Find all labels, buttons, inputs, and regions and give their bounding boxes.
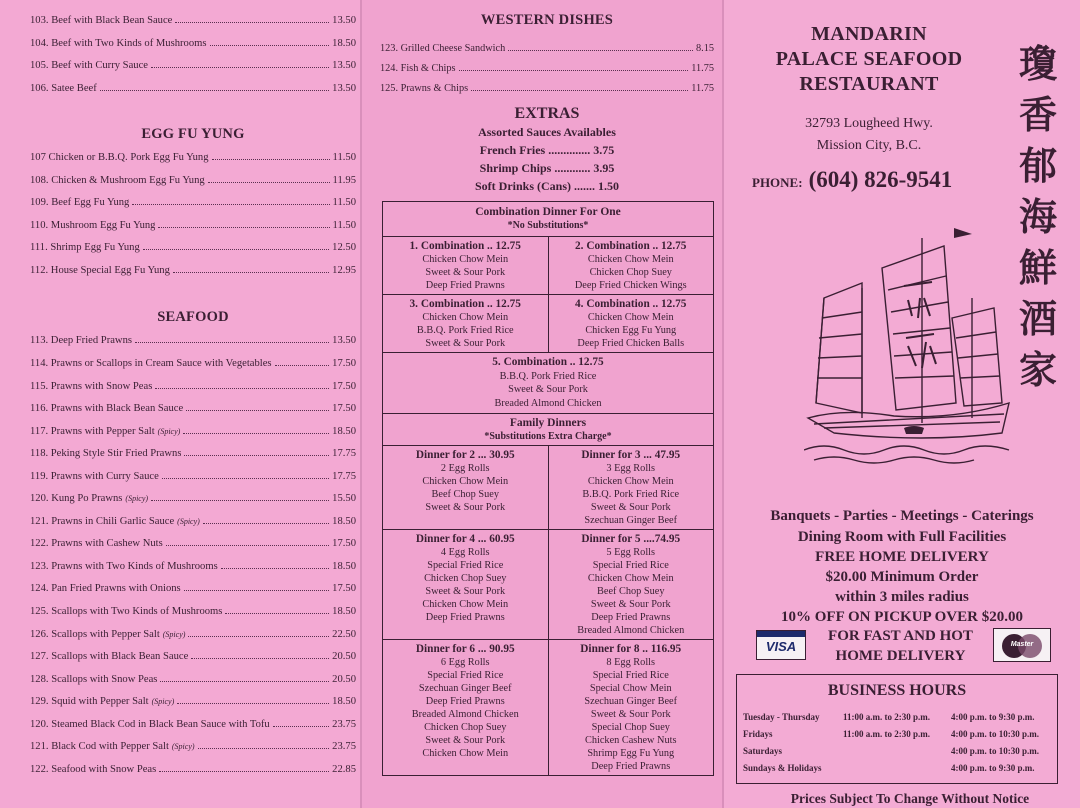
menu-item-price: 17.75 <box>332 470 356 482</box>
egg-fu-yung-heading: EGG FU YUNG <box>141 126 245 143</box>
combo-dish: Chicken Chow Mein <box>587 573 674 584</box>
delivery-line: HOME DELIVERY <box>835 648 966 664</box>
family-header-title: Family Dinners <box>509 417 587 429</box>
menu-item-name: 108. Chicken & Mushroom Egg Fu Yung <box>30 174 205 186</box>
menu-item <box>30 147 356 170</box>
seafood-heading: SEAFOOD <box>157 309 229 326</box>
hours-a: 11:00 a.m. to 2:30 p.m. <box>843 729 930 739</box>
menu-item <box>30 443 356 466</box>
combo-dish: Sweet & Sour Pork <box>425 267 506 278</box>
spicy-label: (Spicy) <box>125 494 149 504</box>
promo-line: $20.00 Minimum Order <box>825 569 979 585</box>
combo-dish: Deep Fried Prawns <box>425 280 505 291</box>
phone-label: PHONE: <box>752 175 803 190</box>
hours-day: Sundays & Holidays <box>743 763 822 773</box>
combo-title: Dinner for 3 ... 47.95 <box>581 449 681 461</box>
menu-item-name: 109. Beef Egg Fu Yung <box>30 197 130 209</box>
hours-b: 4:00 p.m. to 9:30 p.m. <box>951 712 1035 722</box>
menu-item-name: 125. Prawns & Chips <box>380 83 469 94</box>
menu-item-name: 111. Shrimp Egg Fu Yung <box>30 242 140 254</box>
menu-item-price: 17.50 <box>332 358 356 370</box>
menu-item-price: 17.50 <box>332 583 356 595</box>
promo-line: 10% OFF ON PICKUP OVER $20.00 <box>781 609 1023 625</box>
menu-item-name: 113. Deep Fried Prawns <box>30 335 132 347</box>
promo-line: within 3 miles radius <box>835 589 969 605</box>
business-hours-heading: BUSINESS HOURS <box>827 682 967 699</box>
menu-item-name: 127. Scallops with Black Bean Sauce <box>30 651 189 663</box>
combo-dish: 4 Egg Rolls <box>440 547 490 558</box>
hours-b: 4:00 p.m. to 9:30 p.m. <box>951 763 1035 773</box>
menu-item-price: 17.75 <box>332 448 356 460</box>
spicy-label: (Spicy) <box>171 742 195 752</box>
combo-cell <box>383 353 713 413</box>
menu-item <box>30 330 356 353</box>
business-hours-box <box>736 674 1058 784</box>
hours-a <box>843 760 951 777</box>
menu-item: 106. Satee Beef 13.50 <box>30 82 356 94</box>
combo-dish: Deep Fried Chicken Balls <box>577 338 685 349</box>
mastercard-icon: Master <box>993 628 1051 662</box>
combo-dish: Chicken Chow Mein <box>587 476 674 487</box>
restaurant-name-line: RESTAURANT <box>799 73 939 95</box>
combo-row <box>383 353 713 414</box>
menu-item-price: 18.50 <box>332 425 356 437</box>
combo-dish: Szechuan Ginger Beef <box>584 515 678 526</box>
combo-dish: Chicken Chow Mein <box>422 254 509 265</box>
combination-header-note: *No Substitutions* <box>507 220 589 231</box>
menu-item-name: 122. Prawns with Cashew Nuts <box>30 538 163 550</box>
menu-item-price: 13.50 <box>332 335 356 347</box>
family-row <box>383 640 713 775</box>
menu-item-name: 128. Scallops with Snow Peas <box>30 673 158 685</box>
spicy-label: (Spicy) <box>157 426 181 436</box>
menu-item-name: 120. Kung Po Prawns <box>30 493 123 505</box>
menu-item <box>30 215 356 238</box>
visa-card-icon: VISA <box>756 630 806 660</box>
combo-dish: Chicken Chow Mein <box>587 254 674 265</box>
chinese-character: 瓊 <box>1018 41 1057 86</box>
combo-dish: Szechuan Ginger Beef <box>418 683 512 694</box>
combo-dish: Deep Fried Prawns <box>591 761 671 772</box>
menu-item-name: 123. Grilled Cheese Sandwich <box>380 43 506 54</box>
combo-cell <box>548 237 714 294</box>
family-cell <box>383 640 548 775</box>
menu-item-price: 20.50 <box>332 673 356 685</box>
chinese-character: 鮮 <box>1018 245 1057 290</box>
menu-item-price: 12.50 <box>332 242 356 254</box>
combo-dish: Chicken Chop Suey <box>589 267 672 278</box>
restaurant-name-line: PALACE SEAFOOD <box>775 48 963 70</box>
combo-dish: Chicken Chop Suey <box>424 722 507 733</box>
address-line: 32793 Lougheed Hwy. <box>805 116 933 131</box>
combo-dish: Special Fried Rice <box>427 670 504 681</box>
menu-item <box>30 691 356 714</box>
menu-item-price: 11.50 <box>332 197 356 209</box>
menu-item <box>30 736 356 759</box>
combo-title: 2. Combination .. 12.75 <box>575 240 687 252</box>
spicy-label: (Spicy) <box>177 516 200 526</box>
combo-dish: Chicken Chow Mein <box>422 476 509 487</box>
restaurant-name <box>744 22 994 97</box>
family-cell <box>548 530 714 639</box>
combo-dish: B.B.Q. Pork Fried Rice <box>582 489 680 500</box>
hours-a <box>843 743 951 760</box>
menu-item-name: 124. Pan Fried Prawns with Onions <box>30 583 181 595</box>
combo-dish: 2 Egg Rolls <box>440 463 490 474</box>
combo-dish: Chicken Chop Suey <box>424 573 507 584</box>
combo-dish: Deep Fried Prawns <box>425 612 505 623</box>
menu-item-name: 114. Prawns or Scallops in Cream Sauce with Vegetables <box>30 358 272 370</box>
hours-b: 4:00 p.m. to 10:30 p.m. <box>951 746 1039 756</box>
menu-item-name: 121. Black Cod with Pepper Salt <box>30 741 169 753</box>
menu-item-price: 8.15 <box>695 43 714 54</box>
menu-item <box>30 669 356 692</box>
menu-item: 105. Beef with Curry Sauce 13.50 <box>30 60 356 72</box>
combination-header-title: Combination Dinner For One <box>475 206 621 218</box>
phone-number: (604) 826-9541 <box>808 167 953 192</box>
extras-line: Soft Drinks (Cans) ....... 1.50 <box>474 179 619 193</box>
combo-dish: Chicken Chow Mein <box>422 748 509 759</box>
menu-item <box>30 237 356 260</box>
family-cell <box>548 446 714 529</box>
menu-item-name: 120. Steamed Black Cod in Black Bean Sauce with Tofu <box>30 718 270 730</box>
menu-item <box>30 646 356 669</box>
spicy-label: (Spicy) <box>162 629 186 639</box>
combo-dish: Deep Fried Chicken Wings <box>574 280 687 291</box>
extras-line: Shrimp Chips ............ 3.95 <box>479 161 615 175</box>
menu-item <box>380 79 714 99</box>
menu-item-price: 15.50 <box>332 493 356 505</box>
spicy-label: (Spicy) <box>151 697 175 707</box>
chinese-name <box>1012 38 1064 395</box>
combo-title: Dinner for 6 ... 90.95 <box>415 643 515 655</box>
family-row <box>383 530 713 640</box>
combo-title: Dinner for 5 ....74.95 <box>581 533 681 545</box>
combo-dish: 3 Egg Rolls <box>606 463 656 474</box>
menu-item <box>30 511 356 534</box>
hours-row <box>743 760 1051 777</box>
promo-line: Dining Room with Full Facilities <box>797 529 1007 545</box>
menu-item-price: 20.50 <box>332 651 356 663</box>
family-cell <box>383 530 548 639</box>
chinese-character: 海 <box>1018 194 1057 239</box>
combo-cell <box>383 237 548 294</box>
combo-dish: Sweet & Sour Pork <box>590 709 671 720</box>
hours-row <box>743 709 1051 726</box>
combo-dish: B.B.Q. Pork Fried Rice <box>499 370 597 382</box>
combo-dish: Chicken Cashew Nuts <box>584 735 677 746</box>
hours-a: 11:00 a.m. to 2:30 p.m. <box>843 712 930 722</box>
menu-item-name: 129. Squid with Pepper Salt <box>30 696 149 708</box>
family-header-note: *Substitutions Extra Charge* <box>484 431 612 442</box>
delivery-line: FOR FAST AND HOT <box>828 628 973 644</box>
menu-item-name: 117. Prawns with Pepper Salt <box>30 425 155 437</box>
western-dishes-heading: WESTERN DISHES <box>480 12 614 28</box>
menu-item-price: 22.50 <box>332 628 356 640</box>
menu-item <box>30 488 356 511</box>
family-header <box>383 414 713 446</box>
hours-b: 4:00 p.m. to 10:30 p.m. <box>951 729 1039 739</box>
combo-dish: Deep Fried Prawns <box>591 612 671 623</box>
western-dishes-list <box>380 39 714 99</box>
menu-item-name: 119. Prawns with Curry Sauce <box>30 470 159 482</box>
menu-item-price: 17.50 <box>332 538 356 550</box>
combo-dish: Special Fried Rice <box>592 560 669 571</box>
menu-item-price: 18.50 <box>332 515 356 527</box>
hours-row <box>743 743 1051 760</box>
combo-dish: Deep Fried Prawns <box>425 696 505 707</box>
chinese-character: 香 <box>1018 92 1057 137</box>
chinese-character: 酒 <box>1018 296 1057 341</box>
combo-dish: Sweet & Sour Pork <box>508 384 588 395</box>
menu-item-price: 18.50 <box>332 560 356 572</box>
menu-panel-cover <box>724 0 1080 808</box>
combo-dish: Chicken Chow Mein <box>587 312 674 323</box>
family-cell <box>548 640 714 775</box>
menu-item <box>30 170 356 193</box>
delivery-banner <box>756 626 1052 668</box>
combo-dish: Breaded Almond Chicken <box>494 397 602 409</box>
restaurant-name-line: MANDARIN <box>811 23 927 45</box>
menu-item-price: 22.85 <box>332 763 356 775</box>
combo-title: 3. Combination .. 12.75 <box>409 298 521 310</box>
menu-item <box>30 260 356 283</box>
combo-dish: Sweet & Sour Pork <box>425 586 506 597</box>
hours-day: Fridays <box>743 729 773 739</box>
menu-item-price: 11.50 <box>332 219 356 231</box>
combo-dish: Chicken Chow Mein <box>422 599 509 610</box>
phone <box>752 167 1032 193</box>
menu-item-name: 121. Prawns in Chili Garlic Sauce <box>30 515 175 527</box>
promo-line: Banquets - Parties - Meetings - Caterings <box>770 508 1034 524</box>
menu-item <box>30 601 356 624</box>
combo-dish: 8 Egg Rolls <box>606 657 656 668</box>
extras-line: French Fries .............. 3.75 <box>479 143 615 157</box>
combo-cell <box>383 295 548 352</box>
combo-title: 1. Combination .. 12.75 <box>409 240 521 252</box>
menu-item-price: 23.75 <box>332 741 356 753</box>
hours-day: Tuesday - Thursday <box>743 712 820 722</box>
menu-item-price: 11.75 <box>691 63 714 74</box>
menu-item-price: 11.95 <box>332 174 356 186</box>
address-line: Mission City, B.C. <box>816 138 922 153</box>
menu-item-name: 116. Prawns with Black Bean Sauce <box>30 403 184 415</box>
combo-dish: Beef Chop Suey <box>597 586 665 597</box>
family-row <box>383 446 713 530</box>
menu-item: 104. Beef with Two Kinds of Mushrooms 18.50 <box>30 37 356 49</box>
menu-panel-middle <box>362 0 724 808</box>
menu-item-name: 123. Prawns with Two Kinds of Mushrooms <box>30 560 218 572</box>
menu-item-name: 122. Seafood with Snow Peas <box>30 763 157 775</box>
menu-item-price: 11.50 <box>332 152 356 164</box>
menu-item-price: 18.50 <box>332 696 356 708</box>
hours-row <box>743 726 1051 743</box>
address <box>744 113 994 157</box>
menu-panel-left <box>0 0 362 808</box>
menu-item <box>380 59 714 79</box>
menu-item-price: 11.75 <box>691 83 714 94</box>
business-hours-list <box>743 709 1051 777</box>
menu-item-price: 17.50 <box>332 380 356 392</box>
menu-item <box>30 398 356 421</box>
menu-item-name: 118. Peking Style Stir Fried Prawns <box>30 448 182 460</box>
menu-item <box>30 466 356 489</box>
combo-dish: Szechuan Ginger Beef <box>584 696 678 707</box>
extras-line: Assorted Sauces Availables <box>478 125 616 139</box>
menu-item <box>30 353 356 376</box>
seafood-list <box>30 330 356 781</box>
combo-row <box>383 295 713 353</box>
menu-item-name: 124. Fish & Chips <box>380 63 456 74</box>
combo-cell <box>548 295 714 352</box>
combo-dish: 5 Egg Rolls <box>606 547 656 558</box>
menu-item <box>30 714 356 737</box>
combo-dish: Breaded Almond Chicken <box>411 709 519 720</box>
combo-dish: Special Fried Rice <box>592 670 669 681</box>
chinese-character: 郁 <box>1018 143 1057 188</box>
combo-dish: Chicken Chow Mein <box>422 312 509 323</box>
menu-item-name: 112. House Special Egg Fu Yung <box>30 264 170 276</box>
combo-dish: Breaded Almond Chicken <box>577 625 685 636</box>
menu-item <box>30 376 356 399</box>
combo-title: 5. Combination .. 12.75 <box>492 356 604 368</box>
promotions <box>724 506 1080 627</box>
menu-item <box>30 421 356 444</box>
combo-dish: Sweet & Sour Pork <box>590 502 671 513</box>
egg-fu-yung-list <box>30 147 356 282</box>
menu-item-price: 23.75 <box>332 718 356 730</box>
combo-dish: B.B.Q. Pork Fried Rice <box>416 325 514 336</box>
junk-ship-icon <box>804 228 1014 468</box>
extras-heading: EXTRAS <box>514 105 580 122</box>
menu-item-name: 110. Mushroom Egg Fu Yung <box>30 219 156 231</box>
combo-dish: Sweet & Sour Pork <box>425 338 506 349</box>
beef-list <box>30 10 356 100</box>
menu-item <box>380 39 714 59</box>
combo-dish: Special Chow Mein <box>589 683 672 694</box>
combo-title: 4. Combination .. 12.75 <box>575 298 687 310</box>
combo-title: Dinner for 2 ... 30.95 <box>415 449 515 461</box>
menu-item <box>30 624 356 647</box>
menu-item-name: 125. Scallops with Two Kinds of Mushrooms <box>30 606 223 618</box>
menu-item-price: 18.50 <box>332 606 356 618</box>
menu-item-price: 12.95 <box>332 264 356 276</box>
chinese-character: 家 <box>1018 347 1057 392</box>
promo-line: FREE HOME DELIVERY <box>815 549 989 565</box>
hours-day: Saturdays <box>743 746 783 756</box>
menu-item-name: 107 Chicken or B.B.Q. Pork Egg Fu Yung <box>30 152 209 164</box>
menu-item <box>30 556 356 579</box>
combo-row <box>383 237 713 295</box>
combo-title: Dinner for 8 .. 116.95 <box>580 643 682 655</box>
combo-dish: Special Chop Suey <box>591 722 670 733</box>
combo-dish: Shrimp Egg Fu Yung <box>587 748 675 759</box>
combo-dish: Beef Chop Suey <box>431 489 499 500</box>
menu-item <box>30 533 356 556</box>
menu-item <box>30 578 356 601</box>
combination-header <box>383 202 713 237</box>
combo-dish: Sweet & Sour Pork <box>425 735 506 746</box>
family-cell <box>383 446 548 529</box>
combo-dish: Special Fried Rice <box>427 560 504 571</box>
combo-dish: Sweet & Sour Pork <box>425 502 506 513</box>
combo-dish: Chicken Egg Fu Yung <box>585 325 677 336</box>
menu-item <box>30 759 356 782</box>
combo-dish: 6 Egg Rolls <box>440 657 490 668</box>
delivery-text <box>808 626 993 666</box>
combo-dish: Sweet & Sour Pork <box>590 599 671 610</box>
menu-item <box>30 192 356 215</box>
menu-item-name: 126. Scallops with Pepper Salt <box>30 628 160 640</box>
menu-item-name: 115. Prawns with Snow Peas <box>30 380 153 392</box>
price-notice: Prices Subject To Change Without Notice <box>790 791 1030 806</box>
menu-item: 103. Beef with Black Bean Sauce 13.50 <box>30 15 356 26</box>
menu-item-price: 17.50 <box>332 403 356 415</box>
combo-title: Dinner for 4 ... 60.95 <box>415 533 515 545</box>
combination-dinner-box <box>382 201 714 776</box>
